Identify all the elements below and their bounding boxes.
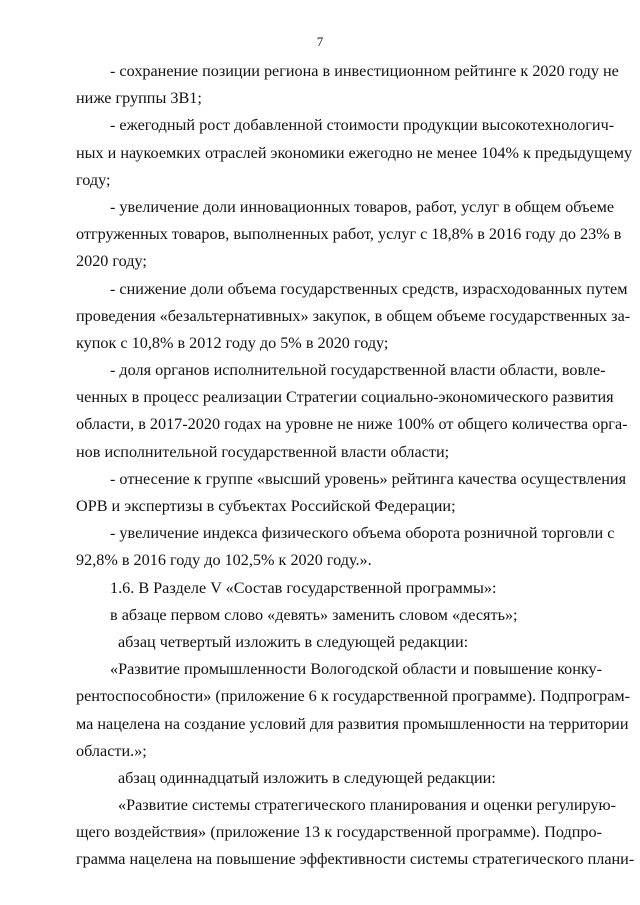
- text-line: - увеличение доли инновационных товаров, работ, услуг в общем объеме: [110, 197, 615, 216]
- text-line: грамма нацелена на повышение эффективности системы стратегического плани-: [76, 850, 635, 869]
- text-line: 92,8% в 2016 году до 102,5% к 2020 году.».: [76, 551, 372, 570]
- page-number: 7: [316, 34, 324, 49]
- text-line: - доля органов исполнительной государственной власти области, вовле-: [110, 361, 606, 380]
- text-line: ниже группы 3В1;: [76, 89, 202, 108]
- text-line: абзац одиннадцатый изложить в следующей редакции:: [118, 768, 496, 787]
- text-line: рентоспособности» (приложение 6 к государственной программе). Подпрограм-: [76, 687, 631, 706]
- text-line: 2020 году;: [76, 252, 147, 271]
- text-line: абзац четвертый изложить в следующей редакции:: [118, 632, 469, 651]
- text-line: отгруженных товаров, выполненных работ, услуг с 18,8% в 2016 году до 23% в: [76, 225, 622, 244]
- text-line: «Развитие системы стратегического планирования и оценки регулирую-: [118, 796, 616, 815]
- text-line: - снижение доли объема государственных средств, израсходованных путем: [110, 279, 628, 298]
- text-line: купок с 10,8% в 2012 году до 5% в 2020 году;: [76, 333, 389, 352]
- text-line: щего воздействия» (приложение 13 к государственной программе). Подпро-: [76, 823, 602, 842]
- text-line: «Развитие промышленности Вологодской области и повышение конку-: [110, 660, 602, 679]
- text-line: области, в 2017-2020 годах на уровне не ниже 100% от общего количества орга-: [76, 415, 628, 434]
- text-line: году;: [76, 170, 111, 189]
- text-line: 1.6. В Разделе V «Состав государственной программы»:: [110, 578, 497, 597]
- text-line: проведения «безальтернативных» закупок, в общем объеме государственных за-: [76, 306, 631, 325]
- document-body: [76, 58, 635, 874]
- text-line: ных и наукоемких отраслей экономики ежегодно не менее 104% к предыдущему: [76, 143, 633, 162]
- text-line: нов исполнительной государственной власти области;: [76, 442, 450, 461]
- text-line: ОРВ и экспертизы в субъектах Российской Федерации;: [76, 497, 456, 515]
- text-line: - отнесение к группе «высший уровень» рейтинга качества осуществления: [110, 469, 627, 488]
- text-line: ма нацелена на создание условий для развития промышленности на территории: [76, 714, 629, 733]
- text-line: области.»;: [76, 741, 147, 760]
- text-line: в абзаце первом слово «девять» заменить словом «десять»;: [110, 605, 518, 624]
- text-line: ченных в процесс реализации Стратегии социально-экономического развития: [76, 388, 614, 407]
- text-line: - ежегодный рост добавленной стоимости продукции высокотехнологич-: [110, 116, 615, 135]
- text-line: - увеличение индекса физического объема оборота розничной торговли с: [110, 524, 615, 543]
- text-line: - сохранение позиции региона в инвестиционном рейтинге к 2020 году не: [110, 62, 619, 80]
